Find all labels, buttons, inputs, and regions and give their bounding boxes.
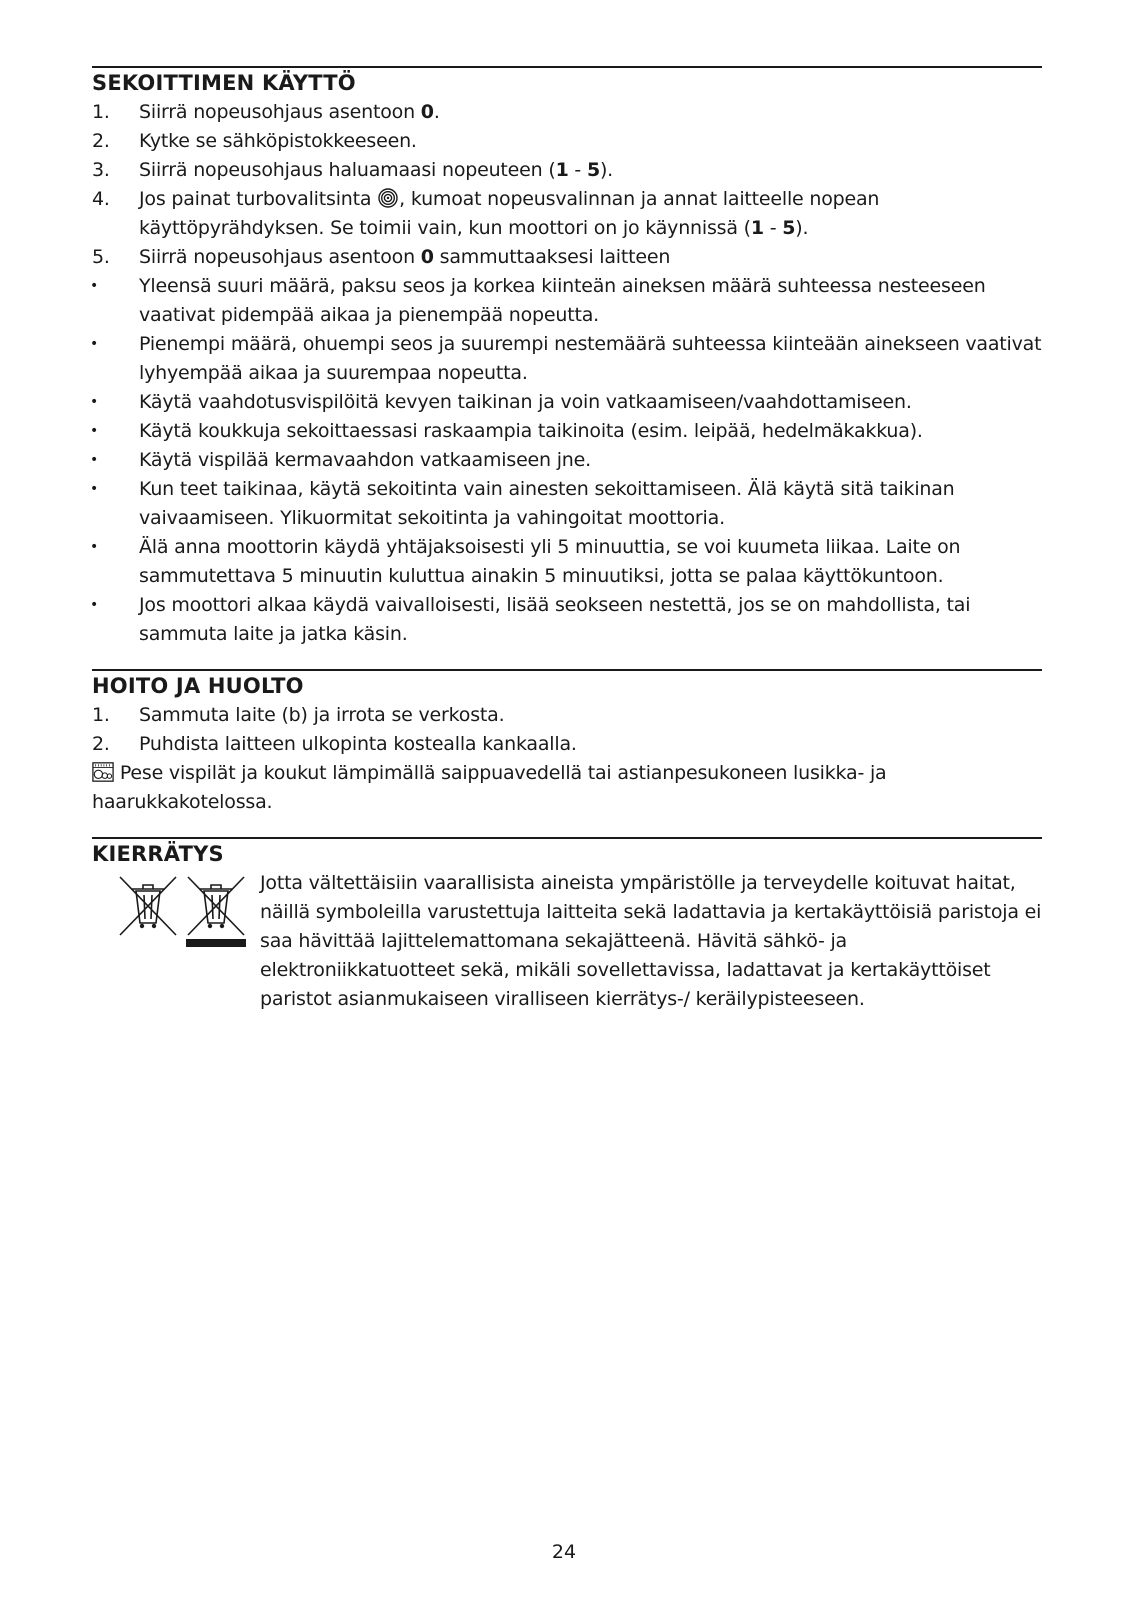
step-value: 0 (420, 246, 434, 268)
step-value: 1 (750, 217, 764, 239)
tip-text: Yleensä suuri määrä, paksu seos ja korkea kiinteän aineksen määrä suhteessa nesteeseen vaativat pidempää aikaa ja pienempää nopeutta. (139, 275, 986, 326)
bullet-marker: • (90, 481, 99, 497)
usage-tips (92, 272, 1042, 649)
tip-text: Jos moottori alkaa käydä vaivalloisesti, lisää seokseen nestettä, jos se on mahdollista, tai sammuta laite ja jatka käsin. (139, 594, 971, 645)
step-text: Siirrä nopeusohjaus asentoon (139, 101, 421, 123)
step-text: Siirrä nopeusohjaus asentoon (139, 246, 421, 268)
step-value: 5 (782, 217, 796, 239)
bullet-marker: • (90, 452, 99, 468)
recycling-block (92, 869, 1042, 1044)
step-number: 3. (92, 159, 110, 181)
usage-step-1 (92, 98, 1042, 127)
step-text: sammuttaaksesi laitteen (433, 246, 671, 268)
usage-step-3 (92, 156, 1042, 185)
step-number: 1. (92, 704, 110, 726)
tip-text: Pienempi määrä, ohuempi seos ja suurempi nestemäärä suhteessa kiinteään ainekseen vaativat lyhyempää aikaa ja suurempaa nopeutta. (139, 333, 1042, 384)
bullet-marker: • (90, 597, 99, 613)
section-title-recycling: KIERRÄTYS (92, 842, 224, 866)
bullet-marker: • (90, 278, 99, 294)
care-step-1 (92, 701, 1042, 730)
care-step-2 (92, 730, 1042, 759)
tip-text: Käytä vaahdotusvispilöitä kevyen taikinan ja voin vatkaamiseen/vaahdottamiseen. (139, 391, 912, 413)
crossed-bin-with-bar-icon (186, 875, 246, 949)
step-number: 2. (92, 733, 110, 755)
step-text: ). (599, 159, 614, 181)
step-number: 1. (92, 101, 110, 123)
dishwasher-icon (92, 761, 114, 783)
step-number: 5. (92, 246, 110, 268)
section-recycling (92, 837, 1042, 1044)
usage-tip (92, 475, 1042, 533)
step-text: Sammuta laite (b) ja irrota se verkosta. (139, 704, 505, 726)
crossed-bin-icon (118, 875, 178, 937)
usage-tip (92, 591, 1042, 649)
step-value: 1 (555, 159, 569, 181)
bullet-marker: • (90, 423, 99, 439)
usage-tip (92, 417, 1042, 446)
recycling-icons (118, 875, 248, 945)
step-text: - (763, 217, 783, 239)
section-usage (92, 66, 1042, 649)
step-text: Siirrä nopeusohjaus haluamaasi nopeuteen ( (139, 159, 556, 181)
usage-step-4 (92, 185, 1042, 243)
step-text: Jos painat turbovalitsinta (139, 188, 378, 210)
bullet-marker: • (90, 394, 99, 410)
usage-step-2 (92, 127, 1042, 156)
tip-text: Käytä koukkuja sekoittaessasi raskaampia taikinoita (esim. leipää, hedelmäkakkua). (139, 420, 923, 442)
usage-tip (92, 272, 1042, 330)
usage-tip (92, 446, 1042, 475)
usage-steps (92, 98, 1042, 272)
usage-tip (92, 533, 1042, 591)
step-text: Kytke se sähköpistokkeeseen. (139, 130, 417, 152)
section-title-care: HOITO JA HUOLTO (92, 674, 304, 698)
bullet-marker: • (90, 336, 99, 352)
step-value: 0 (420, 101, 434, 123)
step-text: , kumoat nopeusvalinnan ja annat laitteelle nopean käyttöpyrähdyksen. Se toimii vain, kun moottori on jo käynnissä ( (139, 188, 880, 239)
step-text: . (433, 101, 440, 123)
usage-step-5 (92, 243, 1042, 272)
tip-text: Älä anna moottorin käydä yhtäjaksoisesti yli 5 minuuttia, se voi kuumeta liikaa. Laite on sammutettava 5 minuutin kuluttua ainakin 5 minuutiksi, jotta se palaa käyttökuntoon. (139, 536, 961, 587)
step-text: - (568, 159, 587, 181)
tip-text: Kun teet taikinaa, käytä sekoitinta vain ainesten sekoittamiseen. Älä käytä sitä taikinan vaivaamiseen. Ylikuormitat sekoitinta ja vahingoitat moottoria. (139, 478, 955, 529)
step-text: Puhdista laitteen ulkopinta kostealla kankaalla. (139, 733, 577, 755)
usage-tip (92, 388, 1042, 417)
recycling-text: Jotta vältettäisiin vaarallisista aineista ympäristölle ja terveydelle koituvat haitat, näillä symboleilla varustettuja laitteita sekä ladattavia ja kertakäyttöisiä paristoja ei saa hävittää lajittelemattomana sekajätteenä. Hävitä sähkö- ja elektroniikkatuotteet sekä, mikäli sovellettavissa, ladattavat ja kertakäyttöiset paristot asianmukaiseen viralliseen kierrätys-/ keräilypisteeseen. (260, 872, 1042, 1010)
section-care (92, 669, 1042, 817)
document-page (92, 66, 1042, 1044)
bullet-marker: • (90, 539, 99, 555)
step-number: 2. (92, 130, 110, 152)
step-text: ). (795, 217, 809, 239)
tip-text: Käytä vispilää kermavaahdon vatkaamiseen jne. (139, 449, 591, 471)
section-title-usage: SEKOITTIMEN KÄYTTÖ (92, 71, 356, 95)
page-number: 24 (551, 1541, 577, 1563)
dishwasher-note-text: Pese vispilät ja koukut lämpimällä saippuavedellä tai astianpesukoneen lusikka- ja haarukkakotelossa. (92, 762, 887, 813)
usage-tip (92, 330, 1042, 388)
step-value: 5 (586, 159, 600, 181)
step-number: 4. (92, 188, 110, 210)
dishwasher-note (92, 759, 1042, 817)
turbo-spiral-icon (377, 187, 399, 209)
